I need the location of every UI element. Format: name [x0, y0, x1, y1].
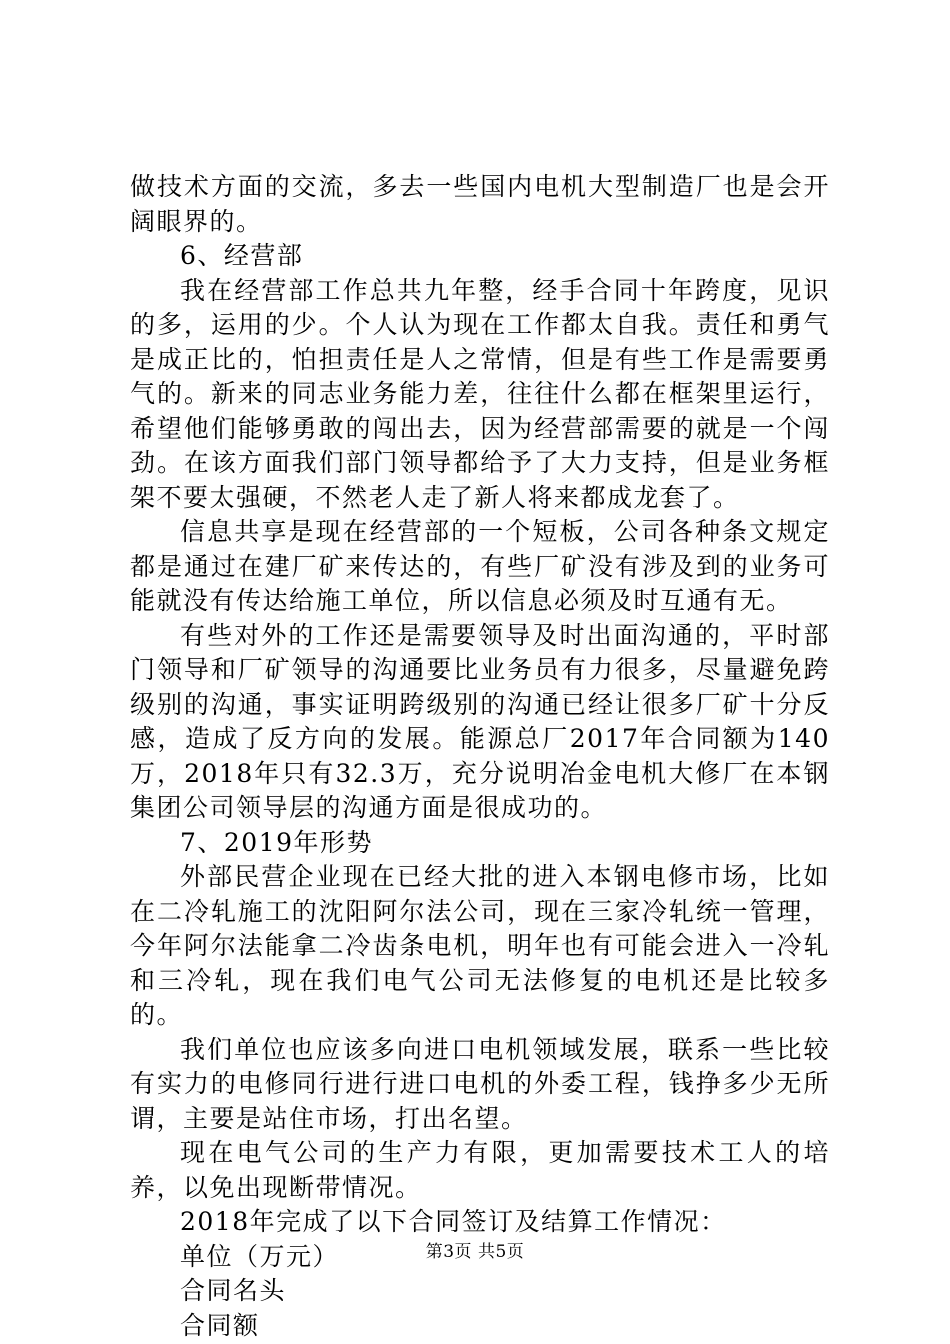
paragraph-contract-summary-intro: 2018年完成了以下合同签订及结算工作情况：	[180, 1207, 727, 1236]
section-heading-2019-outlook: 7、2019年形势	[180, 827, 374, 857]
section-heading-business-dept: 6、经营部	[180, 241, 304, 270]
paragraph-leadership-communication: 有些对外的工作还是需要领导及时出面沟通的，平时部门领导和厂矿领导的沟通要比业务员有力很多，尽量避免跨级别的沟通，事实证明跨级别的沟通已经让很多厂矿十分反感，造成了反方向的发展。能源总厂2017年合同额为140万，2018年只有32.3万，充分说明冶金电机大修厂在本钢集团公司领导层的沟通方面是很成功的。	[130, 620, 830, 822]
table-label-contract-name: 合同名头	[180, 1276, 287, 1305]
paragraph-imported-motors: 我们单位也应该多向进口电机领域发展，联系一些比较有实力的电修同行进行进口电机的外委工程，钱挣多少无所谓，主要是站住市场，打出名望。	[130, 1034, 830, 1133]
table-label-contract-amount: 合同额	[180, 1310, 260, 1340]
page-footer: 第3页 共5页	[425, 1242, 525, 1262]
paragraph-productivity: 现在电气公司的生产力有限，更加需要技术工人的培养，以免出现断带情况。	[130, 1138, 830, 1202]
table-label-unit: 单位（万元）	[180, 1241, 340, 1271]
paragraph-private-competitors: 外部民营企业现在已经大批的进入本钢电修市场，比如在二冷轧施工的沈阳阿尔法公司，现在三家冷轧统一管理，今年阿尔法能拿二冷齿条电机，明年也有可能会进入一冷轧和三冷轧，现在我们电气公司无法修复的电机还是比较多的。	[130, 862, 830, 1029]
paragraph-information-sharing: 信息共享是现在经营部的一个短板，公司各种条文规定都是通过在建厂矿来传达的，有些厂矿没有涉及到的业务可能就没有传达给施工单位，所以信息必须及时互通有无。	[130, 517, 830, 615]
paragraph-business-dept-experience: 我在经营部工作总共九年整，经手合同十年跨度，见识的多，运用的少。个人认为现在工作都太自我。责任和勇气是成正比的，怕担责任是人之常情，但是有些工作是需要勇气的。新来的同志业务能力差，往往什么都在框架里运行，希望他们能够勇敢的闯出去，因为经营部需要的就是一个闯劲。在该方面我们部门领导都给予了大力支持，但是业务框架不要太强硬，不然老人走了新人将来都成龙套了。	[130, 275, 830, 512]
paragraph-continuation: 做技术方面的交流，多去一些国内电机大型制造厂也是会开阔眼界的。	[130, 172, 830, 236]
document-body	[130, 170, 830, 1343]
